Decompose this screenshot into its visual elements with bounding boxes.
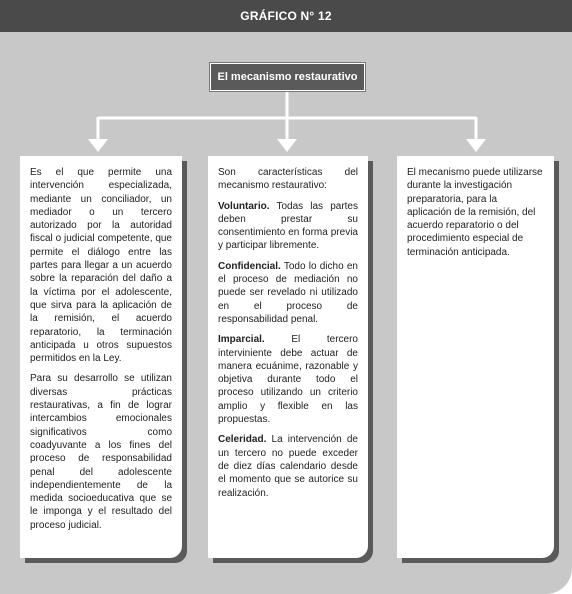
characteristic-text: Todo lo dicho en el proceso de mediación no puede ser revelado ni utilizado en el proceso de responsabilidad penal. (218, 260, 358, 325)
characteristics-intro: Son características del mecanismo restaurativo: (218, 167, 358, 192)
characteristic-term: Celeridad. (218, 434, 267, 446)
chart-number-title: GRÁFICO N° 12 (240, 9, 332, 23)
characteristic-item (218, 433, 358, 499)
characteristic-item (218, 333, 358, 426)
definition-card (20, 156, 182, 558)
root-node (210, 63, 365, 91)
characteristic-text: La intervención de un tercero no puede exceder de diez días calendario desde el momento que se autorice su realización. (218, 434, 358, 499)
characteristic-item (218, 200, 358, 253)
root-node-label: El mecanismo restaurativo (217, 71, 358, 83)
arrowhead-middle (277, 139, 297, 152)
arrowhead-left (88, 139, 108, 152)
characteristic-text: Todas las partes deben prestar su consentimiento en forma previa y participar libremente. (218, 200, 358, 252)
practices-paragraph: Para su desarrollo se utilizan diversas prácticas restaurativas, a fin de lograr intercambios emocionales significativos como coadyuvante a los fines del proceso de responsabilidad penal del adolescente independientemente de la medida socioeducativa que se le imponga y el resultado del proceso judicial. (30, 373, 172, 531)
characteristic-item (218, 260, 358, 326)
application-paragraph: El mecanismo puede utilizarse durante la investigación preparatoria, para la aplicación de la remisión, del acuerdo reparatorio o del procedimiento especial de terminación anticipada. (407, 167, 543, 258)
characteristic-term: Voluntario. (218, 200, 270, 212)
application-card (397, 156, 554, 558)
definition-paragraph: Es el que permite una intervención especializada, mediante un conciliador, un mediador o un tercero autorizado por la autoridad fiscal o judicial competente, que permite el diálogo entre las partes para llegar a un acuerdo sobre la reparación del daño a la víctima por el adolescente, que sirva para la aplicación de la remisión, el acuerdo reparatorio, la terminación anticipada u otros supuestos permitidos en la Ley. (30, 167, 172, 365)
characteristic-term: Imparcial. (218, 334, 265, 346)
characteristic-text: El tercero interviniente debe actuar de manera ecuánime, razonable y objetiva durante todo el proceso utilizando un criterio amplio y flexible en las propuestas. (218, 334, 358, 426)
arrowhead-right (466, 139, 486, 152)
characteristics-card (208, 156, 368, 558)
characteristic-term: Confidencial. (218, 260, 281, 272)
